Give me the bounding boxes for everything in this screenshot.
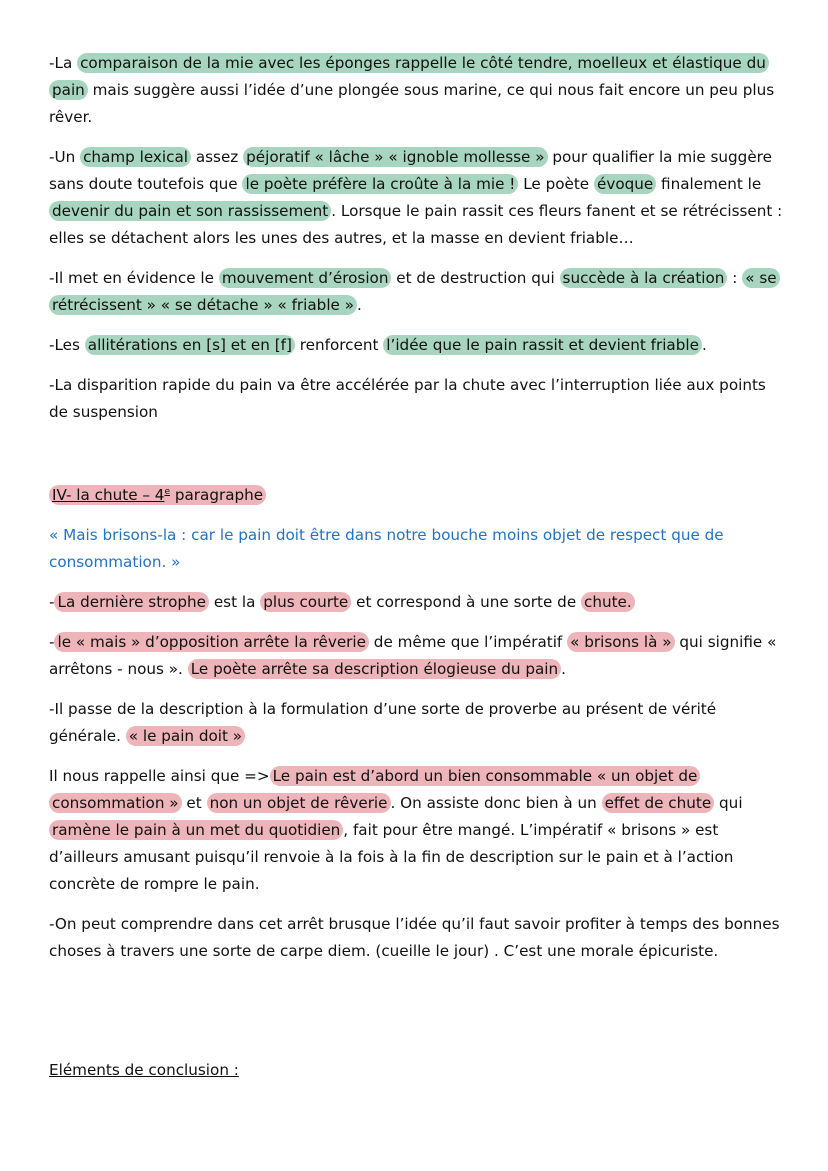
text: finalement le	[656, 175, 762, 193]
text: mais suggère aussi l’idée d’une plongée sous marine, ce qui nous fait encore un peu plus rêver.	[49, 81, 775, 126]
highlight-green: champ lexical	[80, 147, 191, 167]
highlight-red: le « mais » d’opposition arrête la rêverie	[54, 632, 369, 652]
highlight-red: Le poète arrête sa description élogieuse du pain	[188, 659, 561, 679]
highlight-red: « le pain doit »	[126, 726, 245, 746]
highlight-green: « se rétrécissent » « se détache » « friable »	[49, 268, 780, 315]
text: et de destruction qui	[391, 269, 560, 287]
paragraph-last-stanza	[49, 589, 789, 616]
text: -Les	[49, 336, 85, 354]
text: renforcent	[294, 336, 384, 354]
text: qui signifie « arrêtons - nous ».	[49, 633, 777, 678]
highlight-red: chute.	[581, 592, 635, 612]
highlight-green: péjoratif « lâche » « ignoble mollesse »	[243, 147, 547, 167]
conclusion-heading: Eléments de conclusion :	[49, 1061, 239, 1079]
paragraph-erosion	[49, 265, 789, 319]
paragraph-reminder	[49, 763, 789, 898]
text: .	[701, 336, 707, 354]
highlight-green: comparaison de la mie avec les éponges rappelle le côté tendre, moelleux et élastique du pain	[49, 53, 769, 100]
paragraph-disappearance	[49, 372, 789, 426]
highlight-red: « brisons là »	[567, 632, 674, 652]
heading-tail: paragraphe	[170, 486, 264, 504]
text: -La disparition rapide du pain va être accélérée par la chute avec l’interruption liée aux points de suspension	[49, 376, 766, 421]
highlight-red: plus courte	[260, 592, 351, 612]
paragraph-mais-opposition	[49, 629, 789, 683]
heading-text: IV- la chute – 4	[52, 486, 165, 504]
text: -Il passe de la description à la formulation d’une sorte de proverbe au présent de vérité générale.	[49, 700, 717, 745]
highlight-green: allitérations en [s] et en [f]	[85, 335, 295, 355]
text: -Un	[49, 148, 81, 166]
text: .	[357, 296, 362, 314]
text: de même que l’impératif	[368, 633, 568, 651]
paragraph-proverb	[49, 696, 789, 750]
poem-quote: « Mais brisons-la : car le pain doit être dans notre bouche moins objet de respect que de consommation. »	[49, 526, 724, 571]
highlight-red: Le pain est d’abord un bien consommable « un objet de consommation »	[49, 766, 700, 813]
text: Le poète	[518, 175, 594, 193]
paragraph-lexical-field	[49, 144, 789, 252]
highlight-red: non un objet de rêverie	[207, 793, 391, 813]
paragraph-alliterations	[49, 332, 789, 359]
heading-sup: e	[164, 486, 170, 497]
text: -	[49, 593, 55, 611]
paragraph-sponge-comparison	[49, 50, 789, 131]
highlight-green: le poète préfère la croûte à la mie !	[242, 174, 518, 194]
highlight-green: l’idée que le pain rassit et devient friable	[383, 335, 702, 355]
highlight-green: devenir du pain et son rassissement	[49, 201, 331, 221]
paragraph-carpe-diem	[49, 911, 789, 965]
highlight-green: mouvement d’érosion	[219, 268, 392, 288]
text: -La	[49, 54, 78, 72]
highlight-green: succède à la création	[560, 268, 728, 288]
text: pour qualifier la mie suggère sans doute toutefois que	[49, 148, 772, 193]
text: . Lorsque le pain rassit ces fleurs fanent et se rétrécissent : elles se détachent alors les unes des autres, et la masse en devient friable…	[49, 202, 783, 247]
text: -Il met en évidence le	[49, 269, 219, 287]
text: et	[181, 794, 207, 812]
text: . On assiste donc bien à un	[390, 794, 602, 812]
heading-highlight	[49, 485, 266, 505]
text: est la	[209, 593, 261, 611]
section-heading	[49, 482, 789, 509]
highlight-red: La dernière strophe	[54, 592, 209, 612]
text: Il nous rappelle ainsi que =>	[49, 767, 270, 785]
text: -	[49, 633, 55, 651]
highlight-red: ramène le pain à un met du quotidien	[49, 820, 343, 840]
text: et correspond à une sorte de	[351, 593, 581, 611]
document-page	[49, 50, 789, 1084]
text: .	[561, 660, 566, 678]
highlight-red: effet de chute	[602, 793, 715, 813]
text: qui	[714, 794, 743, 812]
text: assez	[191, 148, 244, 166]
text: , fait pour être mangé. L’impératif « brisons » est d’ailleurs amusant puisqu’il renvoie à la fois à la fin de description sur le pain et à l’action concrète de rompre le pain.	[49, 821, 734, 893]
text: :	[727, 269, 743, 287]
highlight-green: évoque	[594, 174, 656, 194]
text: -On peut comprendre dans cet arrêt brusque l’idée qu’il faut savoir profiter à temps des bonnes choses à travers une sorte de carpe diem. (cueille le jour) . C’est une morale épicuriste.	[49, 915, 780, 960]
